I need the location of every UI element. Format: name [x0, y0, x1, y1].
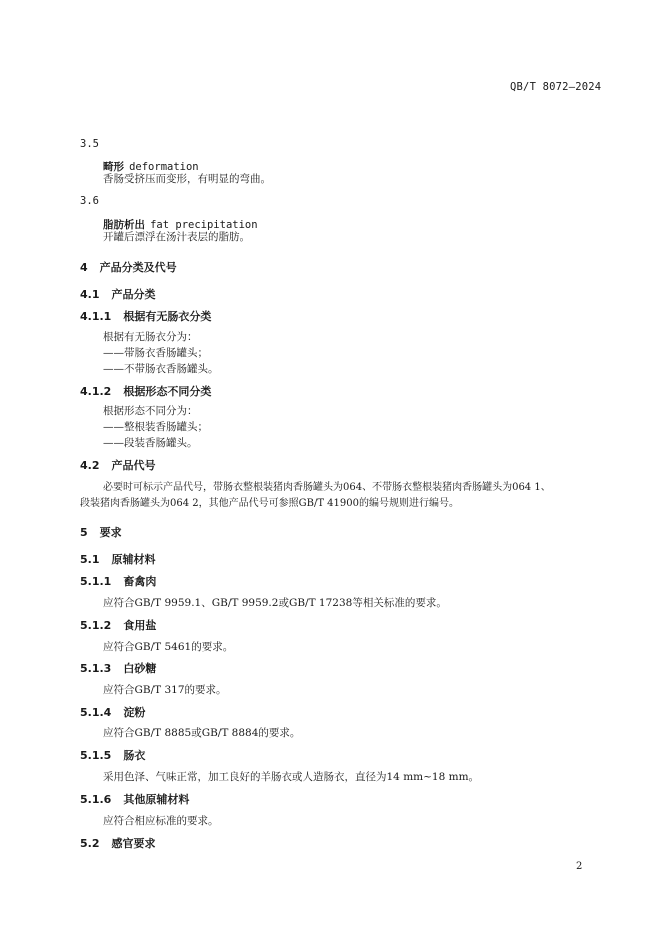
- subsection-title: 产品分类: [111, 288, 156, 301]
- section-number: 5: [80, 526, 88, 539]
- subsection-title: 食用盐: [123, 619, 157, 632]
- subsection-heading: [80, 308, 211, 324]
- subsection-number: 4.1.1: [80, 310, 112, 323]
- section-number: 4: [80, 261, 88, 274]
- list-item: ——段装香肠罐头。: [103, 437, 198, 449]
- subsection-number: 5.1.1: [80, 575, 112, 588]
- term-definition: 开罐后漂浮在汤汁表层的脂肪。: [103, 231, 250, 243]
- subsection-title: 根据形态不同分类: [123, 385, 212, 398]
- subsection-number: 5.1.5: [80, 749, 112, 762]
- subsection-heading: [80, 383, 211, 399]
- subsection-title: 畜禽肉: [123, 575, 157, 588]
- term-en: fat precipitation: [150, 219, 258, 231]
- list-item: ——整根装香肠罐头；: [103, 421, 208, 433]
- subsection-heading: [80, 835, 156, 851]
- section-title: 要求: [99, 526, 122, 539]
- section-heading: [80, 259, 177, 275]
- requirement-text: 应符合GB/T 317的要求。: [103, 684, 227, 696]
- subsection-heading: [80, 660, 156, 676]
- paragraph-line: 段装猪肉香肠罐头为064 2，其他产品代号可参照GB/T 41900的编号规则进行编号。: [80, 498, 459, 509]
- paragraph-line: 必要时可标示产品代号，带肠衣整根装猪肉香肠罐头为064、不带肠衣整根装猪肉香肠罐头为064 1、: [103, 482, 551, 493]
- list-item: ——带肠衣香肠罐头；: [103, 347, 208, 359]
- list-intro: 根据形态不同分为：: [103, 405, 198, 417]
- subsection-heading: [80, 457, 156, 473]
- term-definition: 香肠受挤压而变形，有明显的弯曲。: [103, 173, 271, 185]
- subsection-title: 原辅材料: [111, 553, 156, 566]
- term-number: 3.6: [80, 195, 99, 207]
- requirement-text: 采用色泽、气味正常，加工良好的羊肠衣或人造肠衣，直径为14 mm~18 mm。: [103, 771, 480, 783]
- requirement-text: 应符合相应标准的要求。: [103, 815, 219, 827]
- section-heading: [80, 524, 122, 540]
- subsection-title: 其他原辅材料: [123, 793, 190, 806]
- subsection-heading: [80, 747, 145, 763]
- subsection-number: 5.1.6: [80, 793, 112, 806]
- subsection-heading: [80, 573, 156, 589]
- subsection-number: 5.1.2: [80, 619, 112, 632]
- subsection-title: 产品代号: [111, 459, 156, 472]
- subsection-heading: [80, 791, 189, 807]
- list-intro: 根据有无肠衣分为：: [103, 331, 198, 343]
- subsection-number: 5.1.3: [80, 662, 112, 675]
- term-en: deformation: [129, 161, 199, 173]
- section-title: 产品分类及代号: [99, 261, 177, 274]
- subsection-heading: [80, 286, 156, 302]
- subsection-number: 4.1.2: [80, 385, 112, 398]
- list-item: ——不带肠衣香肠罐头。: [103, 363, 219, 375]
- subsection-heading: [80, 617, 156, 633]
- subsection-number: 5.1: [80, 553, 100, 566]
- subsection-number: 4.1: [80, 288, 100, 301]
- term-zh: 畸形: [103, 161, 124, 173]
- requirement-text: 应符合GB/T 5461的要求。: [103, 641, 234, 653]
- subsection-number: 4.2: [80, 459, 100, 472]
- subsection-title: 白砂糖: [123, 662, 157, 675]
- subsection-title: 根据有无肠衣分类: [123, 310, 212, 323]
- subsection-heading: [80, 551, 156, 567]
- term-number: 3.5: [80, 138, 99, 150]
- requirement-text: 应符合GB/T 8885或GB/T 8884的要求。: [103, 727, 301, 739]
- subsection-title: 感官要求: [111, 837, 156, 850]
- subsection-title: 肠衣: [123, 749, 146, 762]
- subsection-number: 5.2: [80, 837, 100, 850]
- page-number: 2: [576, 861, 583, 872]
- term-zh: 脂肪析出: [103, 219, 145, 231]
- standard-code: QB/T 8072—2024: [510, 81, 602, 93]
- subsection-heading: [80, 704, 145, 720]
- subsection-number: 5.1.4: [80, 706, 112, 719]
- subsection-title: 淀粉: [123, 706, 146, 719]
- requirement-text: 应符合GB/T 9959.1、GB/T 9959.2或GB/T 17238等相关标准的要求。: [103, 597, 447, 609]
